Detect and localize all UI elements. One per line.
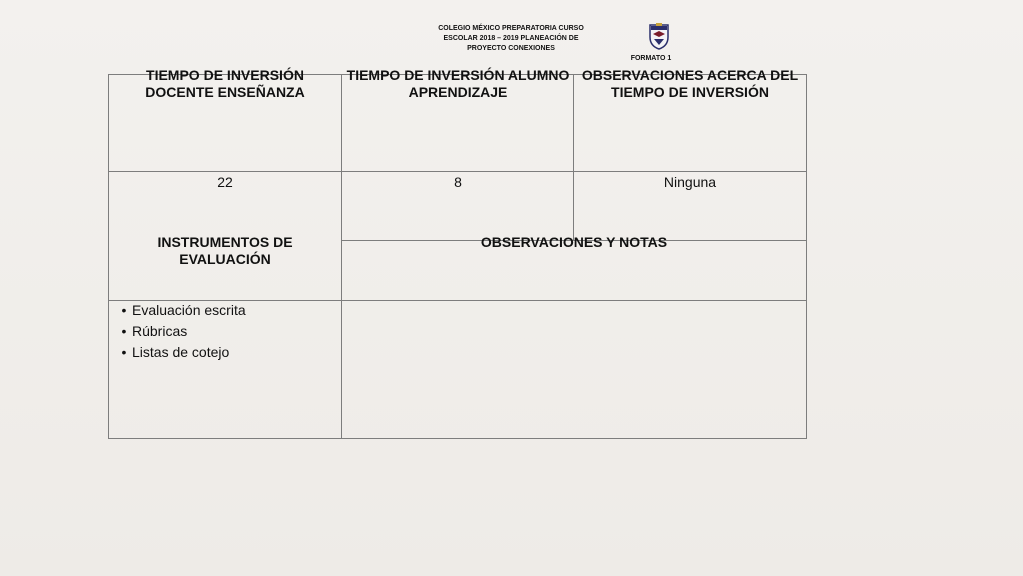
- value-alumno: 8: [454, 174, 462, 190]
- header-line-2: ESCOLAR 2018 – 2019 PLANEACIÓN DE: [443, 35, 579, 42]
- table-col-divider-1: [341, 74, 342, 439]
- list-item: • Evaluación escrita: [116, 300, 246, 321]
- table-bottom-border: [108, 438, 807, 439]
- header-line-3: PROYECTO CONEXIONES: [467, 45, 555, 52]
- table-left-border: [108, 74, 109, 439]
- list-item: • Listas de cotejo: [116, 342, 246, 363]
- instrumentos-list: [116, 300, 246, 363]
- col-header-docente: TIEMPO DE INVERSIÓN DOCENTE ENSEÑANZA: [145, 67, 305, 100]
- value-docente: 22: [217, 174, 233, 190]
- table-right-border: [806, 74, 807, 439]
- school-header: [420, 24, 602, 54]
- value-observaciones: Ninguna: [663, 174, 717, 190]
- table-col-divider-2: [573, 74, 574, 240]
- col-header-alumno: TIEMPO DE INVERSIÓN ALUMNO APRENDIZAJE: [346, 67, 570, 100]
- list-item: • Rúbricas: [116, 321, 246, 342]
- header-line-1: COLEGIO MÉXICO PREPARATORIA CURSO: [438, 25, 584, 32]
- observaciones-notas-header: OBSERVACIONES Y NOTAS: [480, 234, 668, 250]
- col-header-observaciones: OBSERVACIONES ACERCA DEL TIEMPO DE INVERSIÓN: [581, 67, 799, 100]
- table-row-divider-1: [108, 171, 807, 172]
- instrumentos-header: INSTRUMENTOS DE EVALUACIÓN: [157, 234, 293, 267]
- school-crest-icon: [648, 22, 670, 50]
- formato-label: FORMATO 1: [630, 55, 672, 62]
